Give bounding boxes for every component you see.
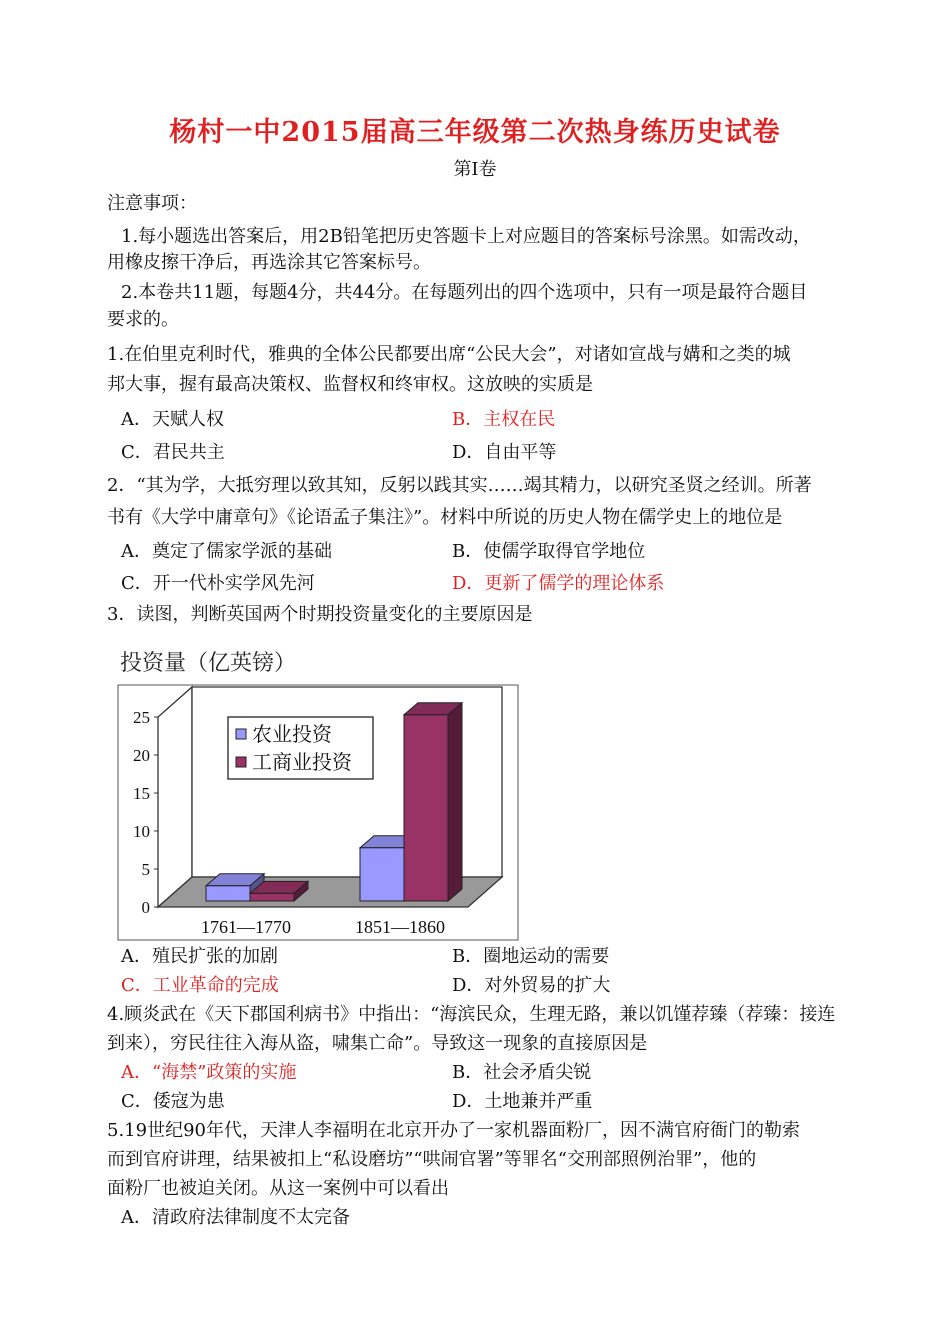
q1-stem-line-2: 邦大事，握有最高决策权、监督权和终审权。这放映的实质是 xyxy=(107,374,593,395)
note-2-line-1: 2.本卷共11题，每题4分，共44分。在每题列出的四个选项中，只有一项是最符合题目 xyxy=(121,282,808,303)
q1-option-c: C．君民共主 xyxy=(121,442,225,463)
chart-title: 投资量（亿英镑） xyxy=(120,650,297,675)
y-tick-label: 10 xyxy=(133,822,150,841)
q5-stem-line-2: 而到官府讲理，结果被扣上“私设磨坊”“哄闹官署”等罪名“交刑部照例治罪”，他的 xyxy=(107,1149,757,1170)
q2-option-b: B．使儒学取得官学地位 xyxy=(452,541,646,562)
x-tick-label: 1761—1770 xyxy=(201,917,291,937)
q4-option-b: B．社会矛盾尖锐 xyxy=(452,1062,592,1083)
q1-stem-line-1: 1.在伯里克利时代，雅典的全体公民都要出席“公民大会”，对诸如宣战与媾和之类的城 xyxy=(107,344,791,365)
bar-front-face xyxy=(206,886,250,901)
exam-title: 杨村一中2015届高三年级第二次热身练历史试卷 xyxy=(169,117,781,148)
q4-stem-line-1: 4.顾炎武在《天下郡国利病书》中指出：“海滨民众，生理无路，兼以饥馑荐臻（荐臻：接连 xyxy=(107,1004,836,1025)
q4-option-d: D．土地兼并严重 xyxy=(452,1091,593,1112)
q3-stem-line-1: 3．读图，判断英国两个时期投资量变化的主要原因是 xyxy=(107,604,533,625)
bar-front-face xyxy=(360,848,404,901)
q4-option-a: A．“海禁”政策的实施 xyxy=(121,1062,297,1083)
y-tick-label: 5 xyxy=(141,860,150,879)
q5-option-a: A．清政府法律制度不太完备 xyxy=(121,1207,350,1228)
q2-stem-line-2: 书有《大学中庸章句》《论语孟子集注》”。材料中所说的历史人物在儒学史上的地位是 xyxy=(107,507,783,528)
bar-front-face xyxy=(250,893,294,901)
q1-option-d: D．自由平等 xyxy=(452,442,557,463)
x-tick-label: 1851—1860 xyxy=(355,917,445,937)
q2-option-d: D．更新了儒学的理论体系 xyxy=(452,573,665,594)
y-tick-label: 15 xyxy=(133,784,150,803)
legend-label-agri: 农业投资 xyxy=(252,724,332,746)
chart-side-wall xyxy=(158,687,192,907)
bar-front-face xyxy=(404,715,448,901)
bar-side-face xyxy=(448,703,462,901)
note-1-line-2: 用橡皮擦干净后，再选涂其它答案标号。 xyxy=(107,252,431,273)
q1-option-b: B．主权在民 xyxy=(452,409,556,430)
q4-option-c: C．倭寇为患 xyxy=(121,1091,225,1112)
q1-option-a: A．天赋人权 xyxy=(121,409,224,430)
volume-label: 第Ⅰ卷 xyxy=(453,159,497,180)
y-tick-label: 20 xyxy=(133,746,150,765)
q5-stem-line-3: 面粉厂也被迫关闭。从这一案例中可以看出 xyxy=(107,1178,449,1199)
q3-option-d: D．对外贸易的扩大 xyxy=(452,975,611,996)
y-tick-label: 0 xyxy=(141,898,150,917)
q2-stem-line-1: 2．“其为学，大抵穷理以致其知，反躬以践其实……竭其精力，以研究圣贤之经训。所著 xyxy=(107,475,812,496)
note-2-line-2: 要求的。 xyxy=(107,309,179,330)
y-tick-label: 25 xyxy=(133,708,150,727)
q3-option-a: A．殖民扩张的加剧 xyxy=(121,946,278,967)
q2-option-c: C．开一代朴实学风先河 xyxy=(121,573,315,594)
note-1-line-1: 1.每小题选出答案后，用2B铅笔把历史答题卡上对应题目的答案标号涂黑。如需改动， xyxy=(121,226,811,247)
legend-swatch-agri xyxy=(236,729,246,739)
bar-1-1 xyxy=(404,703,462,901)
q3-option-b: B．圈地运动的需要 xyxy=(452,946,610,967)
investment-chart xyxy=(110,645,530,945)
q4-stem-line-2: 到来），穷民往往入海从盗，啸集亡命”。导致这一现象的直接原因是 xyxy=(107,1033,648,1054)
q2-option-a: A．奠定了儒家学派的基础 xyxy=(121,541,332,562)
q5-stem-line-1: 5.19世纪90年代，天津人李福明在北京开办了一家机器面粉厂，因不满官府衙门的勒索 xyxy=(107,1120,800,1141)
q3-option-c: C．工业革命的完成 xyxy=(121,975,279,996)
notes-heading: 注意事项： xyxy=(107,193,197,214)
legend-label-industry: 工商业投资 xyxy=(252,752,352,774)
legend-swatch-industry xyxy=(236,757,246,767)
